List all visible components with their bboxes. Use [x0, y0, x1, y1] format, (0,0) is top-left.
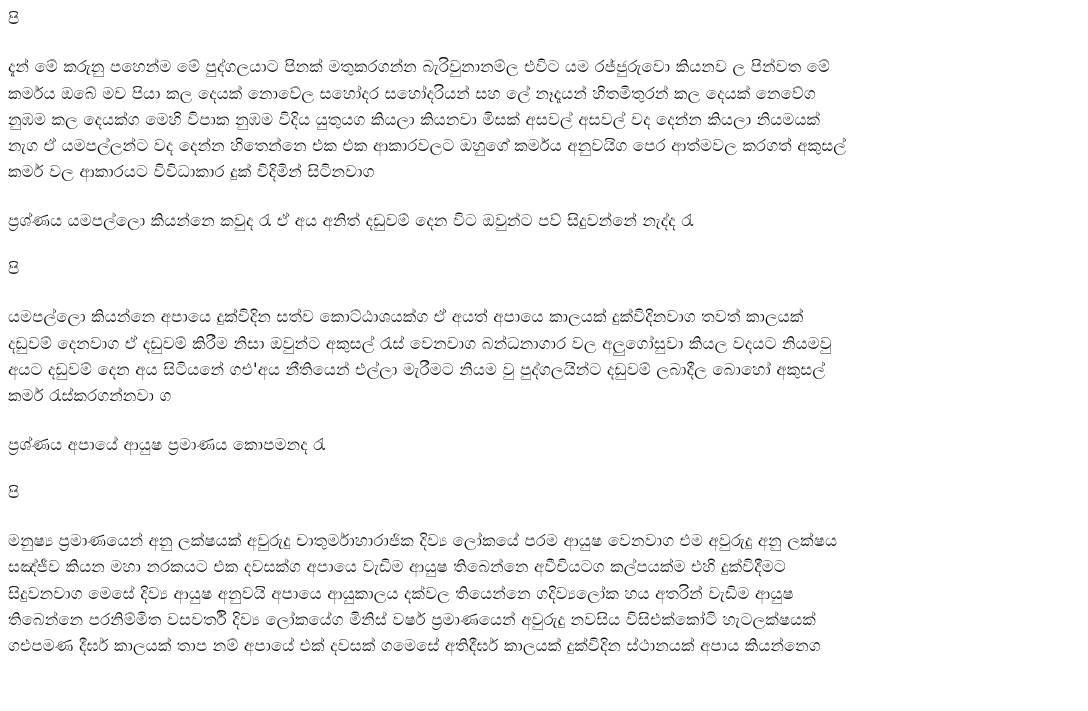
text-line: දඩුවම් දෙනවාග ඒ දඩුවම් කිරීම නිසා ඔවුන්ට අකුසල් රැස් වෙනවාග බන්ධනාගාර වල අලුගෝසුවා කියල වදයට නියමවු — [8, 333, 832, 353]
paragraph-gap — [8, 458, 1080, 480]
paragraph-question — [8, 208, 1080, 234]
paragraph-body — [8, 304, 1080, 409]
text-line: සිදුවනවාග මෙසේ දිව්‍ය ආයුෂ අනුවයි අපායෙ ආයුකාලය දක්වල තියෙන්නෙ ගදිව්‍යලෝක හය අතරින් වැඩිම ආයුෂ — [8, 583, 794, 603]
paragraph-gap — [8, 186, 1080, 208]
text-line: පි — [8, 482, 20, 502]
document-page — [8, 6, 1080, 660]
text-line: දැන් මේ කරුනු පහෙන්ම මේ පුද්ගලයාට පිනක් මතුකරගන්න බැරිවුනානම්ල එවිට යම රජ්ජුරුවො කියනව ල පින්වත මේ — [8, 57, 831, 77]
text-line: පි — [8, 259, 20, 279]
paragraph-gap — [8, 410, 1080, 432]
paragraph-answer-marker — [8, 480, 1080, 506]
text-line: පි — [8, 9, 20, 28]
text-line: කර්ම වල ආකාරයට විවිධාකාර දුක් විදිමින් සිටිනවාග — [8, 162, 375, 182]
text-line: ප්‍රශ්ණය අපායේ ආයුෂ ප්‍රමාණය කොපමනද රැ — [8, 434, 326, 454]
paragraph-answer-marker — [8, 256, 1080, 282]
paragraph-gap — [8, 32, 1080, 54]
text-line: කර්මය ඔබේ මව පියා කල දෙයක් නොවේල සහෝදර සහෝදරියන් සහ ලේ නෑදෑයන් හිතමිතුරන් කල දෙයක් නෙවේග — [8, 83, 816, 103]
text-line: ප්‍රශ්ණය යමපල්ලො කියන්නෙ කවුද රැ ඒ අය අනිත් දඩුවම් දෙන විට ඔවුන්ට පව් සිදුවන්නේ නැද්ද රැ — [8, 210, 694, 230]
paragraph-gap — [8, 506, 1080, 528]
paragraph-body — [8, 528, 1080, 659]
paragraph-gap — [8, 282, 1080, 304]
text-line: තිබෙන්නෙ පරනිම්මිත වසවර්ති දිව්‍ය ලෝකයේග මිනිස් වර්ෂ ප්‍රමාණයෙන් අවුරුදු නවසිය විසිඑක්කෝටි හැටලක්ෂයක් — [8, 610, 816, 630]
paragraph-answer-marker — [8, 6, 1080, 32]
text-line: යමපල්ලො කියන්නෙ අපායෙ දුක්විදින සත්ව කොට්ඨාශයක්ග ඒ අයත් අපායෙ කාලයක් දුක්විදිනවාග තවත් කාලයක් — [8, 307, 804, 327]
text-line: නුඹම කල දෙයක්ග මෙහි විපාක නුඹම විදිය යුතුයග කියලා කියනවා මිසක් අසවල් අසවල් වද දෙන්න කියලා නියමයක් — [8, 109, 821, 129]
paragraph-question — [8, 432, 1080, 458]
text-line: සඤ්ජීව කියන මහා නරකයට එක දවසක්ග අපායෙ වැඩිම ආයුෂ තිබෙන්නෙ අවීචියටග කල්පයක්ම එහි දුක්විදීමට — [8, 557, 786, 577]
paragraph-gap — [8, 234, 1080, 256]
text-line: කර්ම රැස්කරගන්නවා ග — [8, 386, 172, 406]
paragraph-body — [8, 54, 1080, 185]
text-line: ගඑපමණ දීර්ඝ කාලයක් තාප නම් අපායේ එක් දවසක් ගමෙසේ අතිදීර්ඝ කාලයක් දුක්විදින ස්ථානයක් අපාය කියන්නෙග — [8, 636, 821, 656]
text-line: මනුෂ්‍ය ප්‍රමාණයෙන් අනු ලක්ෂයක් අවුරුදු චාතුර්මාහාරාජික දිව්‍ය ලෝකයේ පරම ආයුෂ වෙනවාග එම අවුරුදු අනු ලක්ෂය — [8, 531, 838, 551]
text-line: නැග ඒ යමපල්ලන්ට වද දෙන්න හිතෙන්නෙ එක එක ආකාරවලට ඔහුගේ කර්මය අනුවයිග පෙර ආත්මවල කරගත් අකුසල් — [8, 136, 847, 156]
text-line: අයට දඩුවම් දෙන අය සිටියනේ ගඑ'අය නීතියෙන් එල්ලා මැරීමට නියම වු පුද්ගලයින්ට දඩුවම් ලබාදීල බොහෝ අකුසල් — [8, 359, 826, 379]
